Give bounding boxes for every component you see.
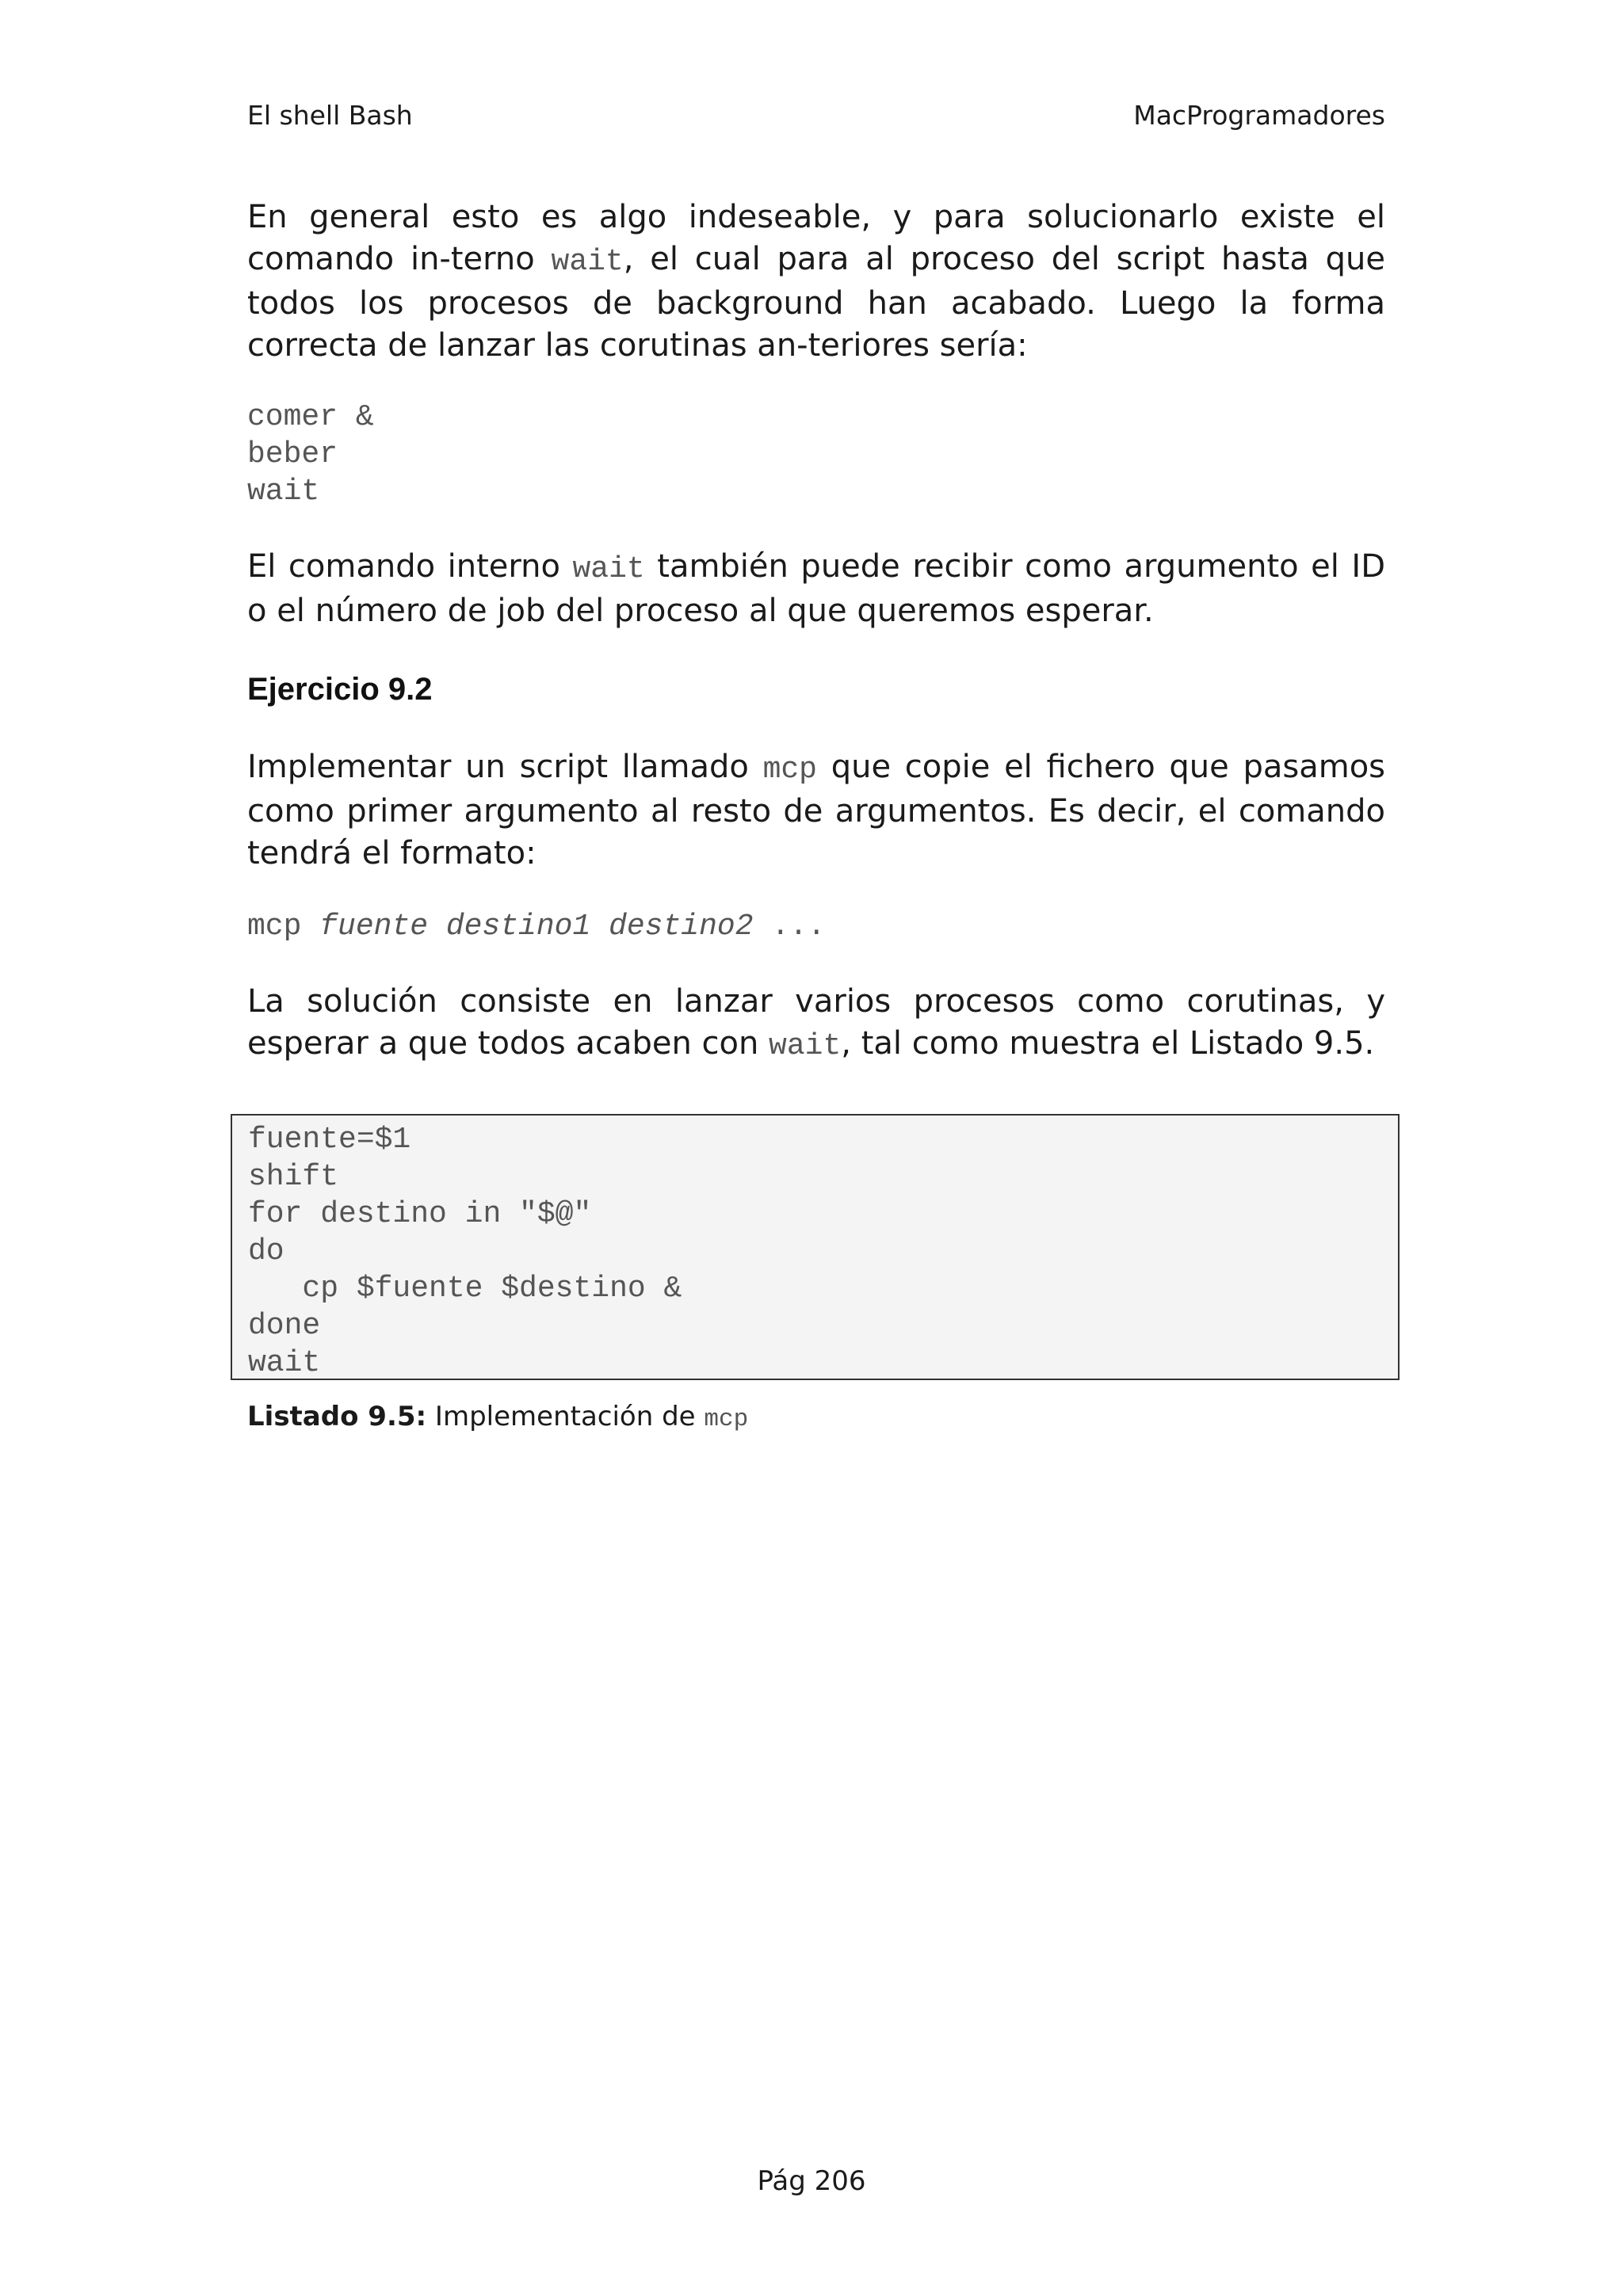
code-line: cp $fuente $destino & <box>248 1272 682 1306</box>
paragraph-wait-args <box>247 546 1385 632</box>
usage-command: mcp <box>247 910 320 944</box>
paragraph-wait-intro <box>247 196 1385 367</box>
paragraph-text: , tal como muestra el Listado 9.5. <box>841 1025 1375 1062</box>
code-line: do <box>248 1234 285 1268</box>
page-number: Pág 206 <box>757 2165 866 2197</box>
running-header-publisher: MacProgramadores <box>1133 100 1385 131</box>
caption-text: Implementación de <box>426 1401 705 1432</box>
code-line: done <box>248 1309 321 1343</box>
code-line: for destino in "$@" <box>248 1197 592 1231</box>
paragraph-text: Implementar un script llamado <box>247 749 763 785</box>
inline-code: wait <box>769 1029 842 1063</box>
usage-line <box>247 908 1385 945</box>
paragraph-text: La solución consiste en lanzar varios procesos como corutinas, y esperar a que todos acaben con <box>247 983 1385 1062</box>
code-listing <box>231 1114 1400 1380</box>
listing-caption <box>247 1399 748 1437</box>
inline-code: mcp <box>762 753 817 787</box>
paragraph-text: , el cual para al proceso del script hasta que todos los procesos de background han acabado. Luego la forma correcta de lanzar las corutinas an-teriores sería: <box>247 241 1385 364</box>
code-line: shift <box>248 1160 339 1194</box>
code-example-coroutines <box>247 399 1385 510</box>
inline-code: wait <box>551 245 624 279</box>
code-line: wait <box>248 1346 321 1380</box>
caption-code: mcp <box>704 1405 749 1433</box>
paragraph-text: En general esto es algo indeseable, y para solucionarlo existe el comando in-terno <box>247 199 1385 277</box>
inline-code: wait <box>572 552 645 586</box>
paragraph-exercise-statement <box>247 746 1385 875</box>
paragraph-solution <box>247 981 1385 1067</box>
code-line: beber <box>247 437 338 471</box>
caption-label: Listado 9.5: <box>247 1401 427 1432</box>
code-line: comer & <box>247 400 374 434</box>
paragraph-text: El comando interno <box>247 548 573 585</box>
usage-arguments: fuente destino1 destino2 <box>319 910 754 944</box>
code-line: wait <box>247 475 320 509</box>
paragraph-text: también puede recibir como argumento el ID o el número de job del proceso al que queremos esperar. <box>247 548 1386 629</box>
page-content <box>247 196 1385 1067</box>
paragraph-text: que copie el fichero que pasamos como primer argumento al resto de argumentos. Es decir, el comando tendrá el formato: <box>247 749 1386 871</box>
code-line: fuente=$1 <box>248 1123 411 1157</box>
running-header-title: El shell Bash <box>247 100 413 131</box>
exercise-heading: Ejercicio 9.2 <box>247 672 433 707</box>
usage-ellipsis: ... <box>753 910 826 944</box>
